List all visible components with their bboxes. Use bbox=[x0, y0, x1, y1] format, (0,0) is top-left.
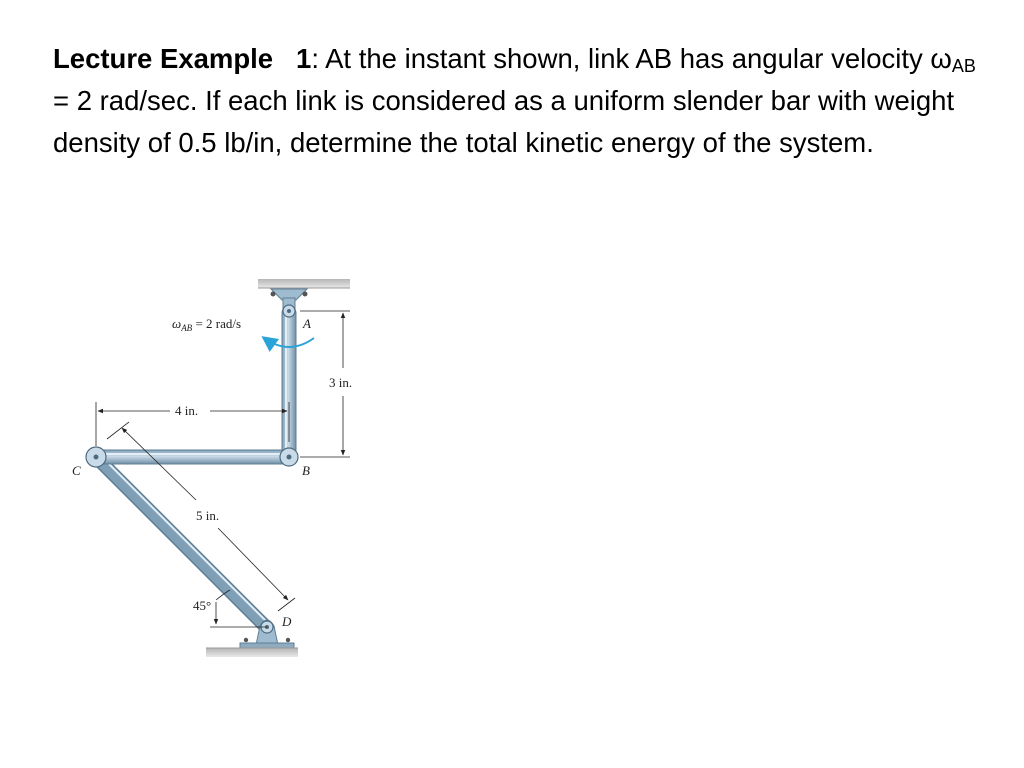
problem-text-part-2: = 2 rad/sec. If each link is considered as a uniform slender bar with weight density of 0.5 lb/in, determine the total kinetic energy of the system. bbox=[53, 85, 955, 158]
example-number: 1 bbox=[296, 43, 312, 74]
dimension-3in-label: 3 in. bbox=[329, 375, 353, 390]
omega-value: = 2 rad/s bbox=[192, 316, 242, 331]
top-support bbox=[258, 279, 350, 314]
omega-symbol: ω bbox=[172, 316, 182, 331]
pin-a bbox=[283, 305, 295, 317]
omega-label bbox=[172, 316, 241, 333]
example-title: Lecture Example bbox=[53, 43, 274, 74]
label-c: C bbox=[72, 463, 81, 478]
label-d: D bbox=[282, 614, 292, 629]
problem-text-part-1: : At the instant shown, link AB has angular velocity ω bbox=[311, 43, 952, 74]
pin-c bbox=[86, 447, 106, 467]
omega-label-subscript: AB bbox=[181, 323, 193, 333]
omega-subscript: AB bbox=[951, 56, 976, 76]
link-cd bbox=[96, 453, 271, 629]
angle-45-label: 45° bbox=[193, 598, 212, 613]
dimension-4in-label: 4 in. bbox=[175, 403, 199, 418]
dimension-5in-label: 5 in. bbox=[196, 508, 220, 523]
label-a: A bbox=[303, 316, 311, 331]
link-cb bbox=[92, 450, 292, 464]
pin-b bbox=[280, 448, 298, 466]
label-b: B bbox=[302, 463, 310, 478]
